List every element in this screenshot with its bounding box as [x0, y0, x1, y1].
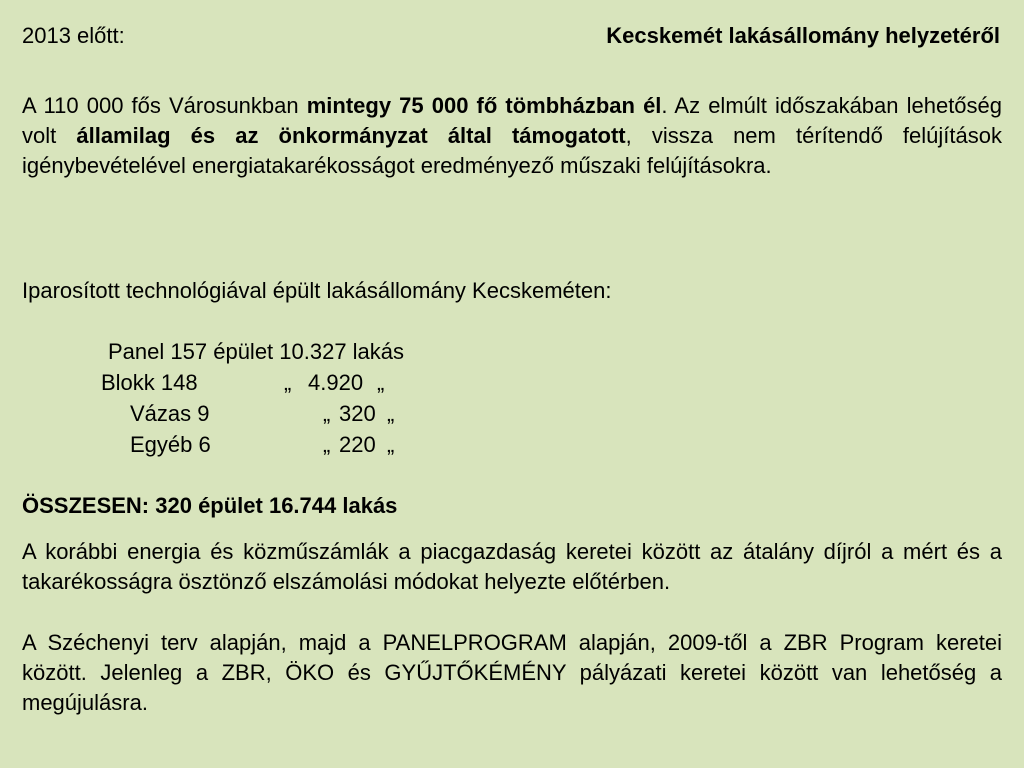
stock-value: 220	[339, 432, 376, 457]
page-title: Kecskemét lakásállomány helyzetéről	[606, 23, 1000, 48]
intro-paragraph	[22, 91, 1002, 181]
stock-value: 320	[339, 401, 376, 426]
stock-ditto: „	[323, 432, 331, 457]
stock-label: Panel 157	[108, 339, 208, 364]
intro-text-1: A 110 000 fős Városunkban	[22, 93, 307, 118]
stock-ditto: „	[387, 432, 395, 457]
stock-row-panel	[108, 337, 404, 367]
intro-text-2: . Az elmúlt időszakában lehetőség volt	[22, 93, 1003, 148]
stock-label: Vázas 9	[130, 401, 210, 426]
total-summary: ÖSSZESEN: 320 épület 16.744 lakás	[22, 493, 398, 518]
stock-rest: épület 10.327 lakás	[213, 339, 405, 364]
stock-ditto: „	[377, 370, 385, 395]
stock-value: 4.920	[308, 370, 364, 395]
stock-ditto: „	[284, 370, 292, 395]
header-date: 2013 előtt:	[22, 23, 125, 48]
energy-paragraph: A korábbi energia és közműszámlák a piacgazdaság keretei között az átalány díjról a mért és a takarékosságra ösztönző elszámolási módokat helyezte előtérben.	[22, 539, 1002, 594]
intro-bold-1: mintegy 75 000 fő tömbházban él	[306, 93, 662, 118]
program-paragraph: A Széchenyi terv alapján, majd a PANELPROGRAM alapján, 2009-től a ZBR Program keretei között. Jelenleg a ZBR, ÖKO és GYŰJTŐKÉMÉNY pályázati keretei között van lehetőség a megújulásra.	[22, 630, 1002, 715]
stock-heading: Iparosított technológiával épült lakásállomány Kecskeméten:	[22, 278, 612, 303]
stock-label: Egyéb 6	[130, 432, 211, 457]
intro-bold-2: államilag és az önkormányzat által támogatott	[76, 123, 626, 148]
intro-text-3: , vissza nem térítendő felújítások igénybevételével energiatakarékosságot eredményező műszaki felújításokra.	[22, 123, 1002, 178]
stock-ditto: „	[323, 401, 331, 426]
stock-ditto: „	[387, 401, 395, 426]
stock-label: Blokk 148	[101, 370, 198, 395]
